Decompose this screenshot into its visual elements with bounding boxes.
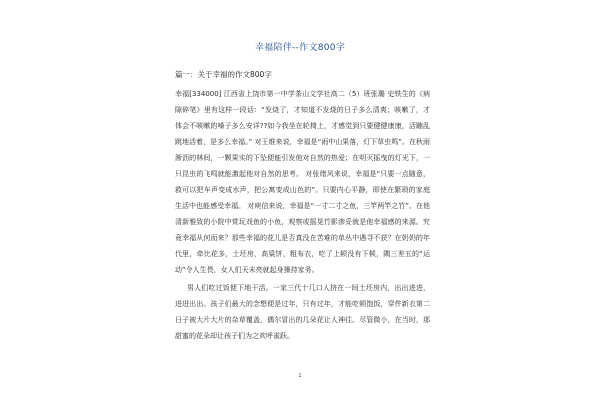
body-paragraph: 男人们吃过饭便下地干活。一家三代十几口人挤在一间土坯房内，出出进进，进进出出。孩子们最大的念想便是过年，只有过年，才能吃顿饱饭，穿件新衣第二日子被大片大片的杂草覆盖，偶尔冒出的几朵花让人神往。尽管微小，在当时，那甜蜜的花朵却让孩子们为之欢呼雀跃。	[175, 284, 430, 340]
page-number: 1	[298, 373, 302, 379]
section-heading: 篇一：关于幸福的作文800字	[175, 70, 272, 79]
body-paragraph: 幸福[334000] 江西省上饶市第一中学茶山文学社高二（5）班张璐 史铁生的《病隙碎笔》里有这样一段话：“发烧了，才知道不发烧的日子多么清爽；咳嗽了，才体会不咳嗽的嗓子多么安详??如今我坐在轮椅上，才感觉到只要健健康康，活蹦乱跳地活着，是多么幸福。” 对王维来说，幸福是“雨中山果落，灯下草虫鸣”。在秋雨淅沥的林间，一颗果实的下坠便能引发他对自然的热爱；在明灭摇曳的灯光下，一只昆虫的飞鸣就能激起他对自然的思考。 对张绪风来说，幸福是“只要一点随意，救可以把车声变成水声，把公寓变成山色的”。只要内心平静，即使在繁琐的家庭生活中也能感受幸福。 对庾信来说，幸福是“一寸二寸之鱼，三竿两竿之竹”。在他清新雅致的小院中赏玩戏鱼的小鱼，观察或摇晃竹影渗妥就是他幸福感的来源。究竟幸福从何而来？那些幸福的花儿是否真没在苦难的单丛中遇寻不获？在奶奶的年代里，牵比花多，土坯房，高粱饼，粗布衣，吃了上顿没有下顿，隅三差五的“运动”令人生畏，女人们天未亮就起身操持家务。	[175, 90, 430, 274]
document-body	[175, 86, 430, 344]
document-title: 幸福陪伴--作文800字	[254, 43, 346, 53]
